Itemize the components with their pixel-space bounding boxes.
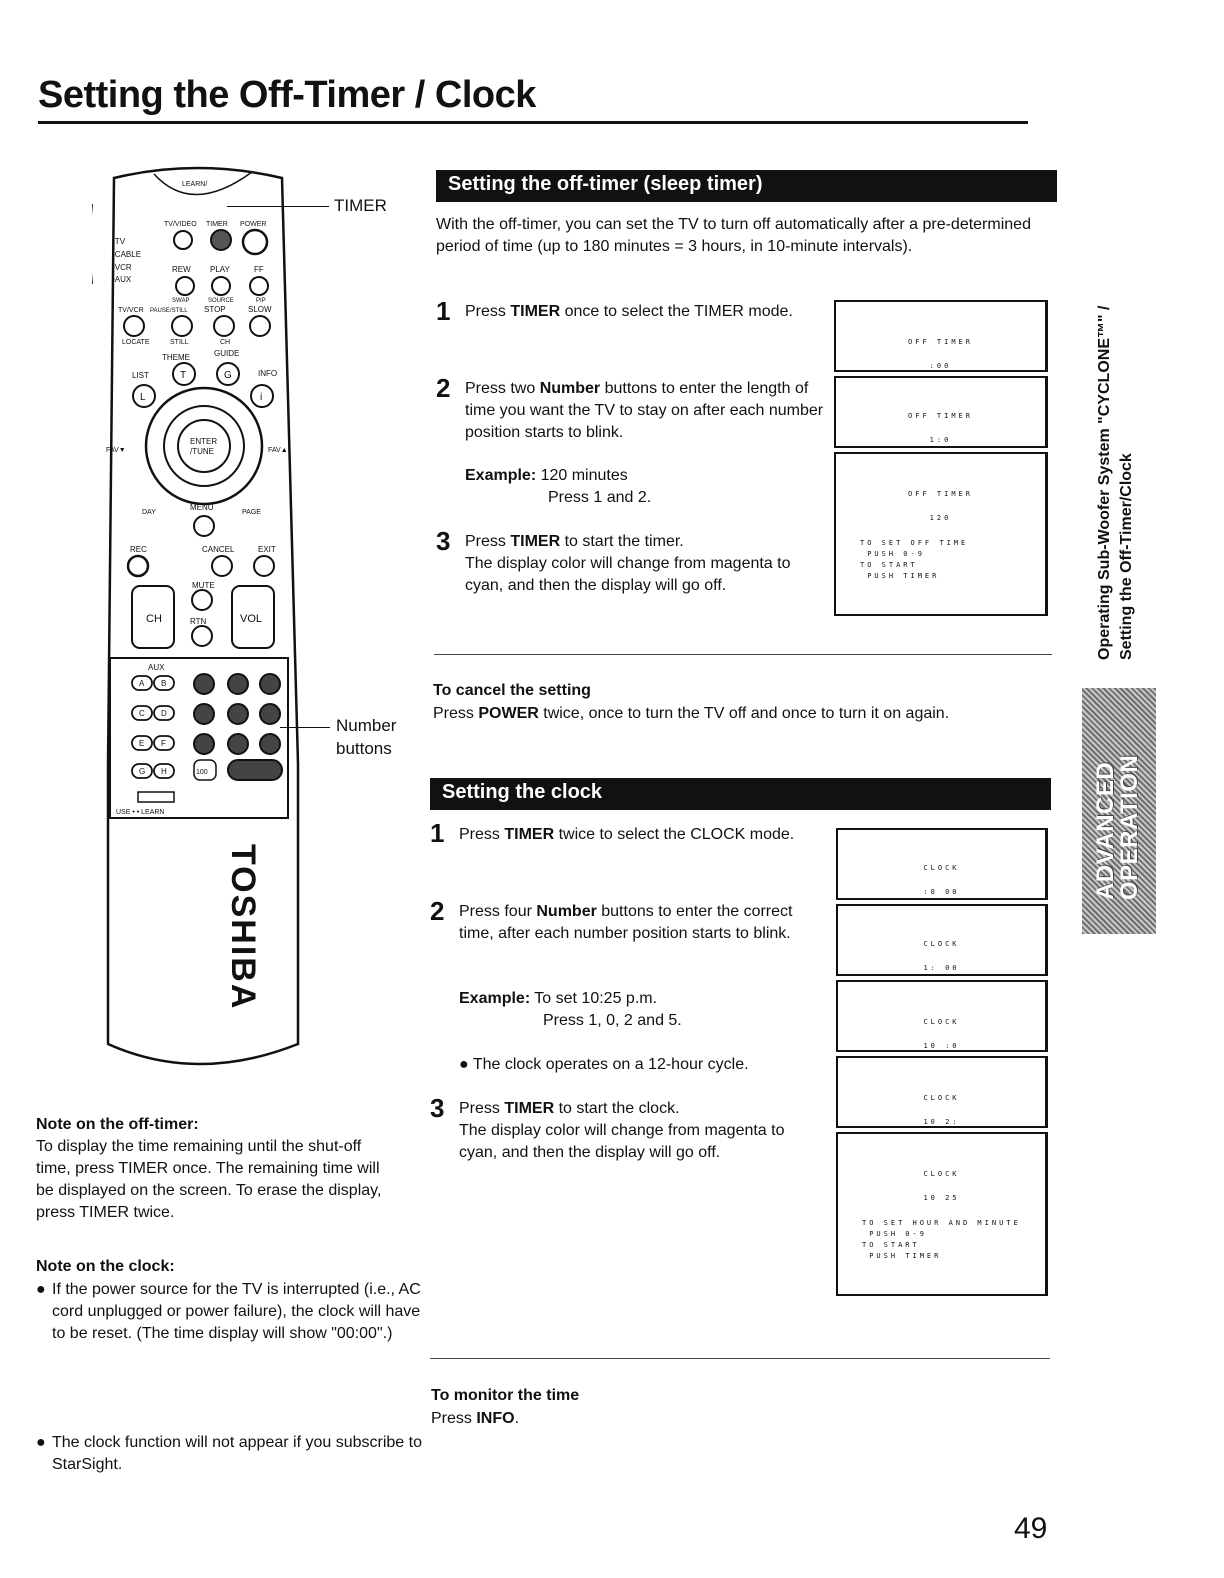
svg-text:A: A bbox=[139, 679, 145, 688]
svg-text:PIP: PIP bbox=[256, 298, 266, 304]
svg-text:REW: REW bbox=[172, 265, 191, 274]
svg-text:SLOW: SLOW bbox=[248, 305, 272, 314]
off-timer-screen-3: OFF TIMER 120 TO SET OFF TIME PUSH 0-9 TO START PUSH TIMER bbox=[834, 452, 1048, 616]
monitor-time-text: Press INFO. bbox=[431, 1410, 520, 1427]
cancel-setting-title: To cancel the setting bbox=[433, 682, 591, 699]
advanced-operation-tab-label: ADVANCED OPERATION bbox=[1092, 754, 1143, 900]
note-clock-bullet-1: ● If the power source for the TV is interrupted (i.e., AC cord unplugged or power failure), the clock will have to be reset. (The time display will show "00:00".) bbox=[36, 1281, 421, 1342]
off-timer-intro: With the off-timer, you can set the TV to turn off automatically after a pre-determined period of time (up to 180 minutes = 3 hours, in 10-minute intervals). bbox=[436, 216, 1031, 255]
off-timer-divider bbox=[434, 654, 1052, 655]
svg-text:INFO: INFO bbox=[258, 369, 278, 378]
off-timer-screen-1: OFF TIMER :00 bbox=[834, 300, 1048, 372]
timer-callout-line bbox=[227, 206, 329, 207]
svg-text:•AUX: •AUX bbox=[112, 275, 132, 284]
svg-text:B: B bbox=[161, 679, 167, 688]
sidebar-section-title: Operating Sub-Woofer System "CYCLONE™" / Setting the Off-Timer/Clock bbox=[1096, 305, 1135, 660]
learn-label: LEARN/ bbox=[182, 181, 208, 188]
svg-text:G: G bbox=[224, 370, 232, 381]
page-title: Setting the Off-Timer / Clock bbox=[38, 74, 536, 116]
clock-step-1: Press TIMER twice to select the CLOCK mode. bbox=[459, 826, 795, 843]
number-callout-line1: Number bbox=[336, 716, 397, 735]
off-timer-screen-2: OFF TIMER 1:0 bbox=[834, 376, 1048, 448]
number-callout-line bbox=[280, 727, 330, 728]
svg-text:•TV: •TV bbox=[112, 237, 126, 246]
svg-text:PAGE: PAGE bbox=[242, 509, 261, 516]
number-4-button[interactable] bbox=[194, 704, 214, 724]
svg-text:MUTE: MUTE bbox=[192, 581, 215, 590]
number-1-button[interactable] bbox=[194, 674, 214, 694]
svg-text:CH: CH bbox=[220, 339, 231, 346]
brand-logo: TOSHIBA bbox=[224, 844, 262, 1011]
svg-text:PLAY: PLAY bbox=[210, 265, 230, 274]
cancel-setting-text: Press POWER twice, once to turn the TV off and once to turn it on again. bbox=[433, 705, 950, 722]
svg-text:/TUNE: /TUNE bbox=[190, 447, 214, 456]
svg-text:T: T bbox=[180, 370, 187, 381]
off-timer-example-press: Press 1 and 2. bbox=[548, 489, 652, 506]
page-number: 49 bbox=[1014, 1512, 1048, 1545]
svg-text:EXIT: EXIT bbox=[258, 545, 276, 554]
svg-text:STOP: STOP bbox=[204, 305, 226, 314]
clock-screen-1: CLOCK :0 00 bbox=[836, 828, 1048, 900]
title-underline bbox=[38, 121, 1028, 124]
clock-step-3: Press TIMER to start the clock. The display color will change from magenta to cyan, and then the display will go off. bbox=[459, 1100, 785, 1161]
off-timer-step-1-number: 1 bbox=[436, 296, 451, 326]
clock-step-1-number: 1 bbox=[430, 818, 445, 848]
number-9-button[interactable] bbox=[260, 734, 280, 754]
svg-text:CANCEL: CANCEL bbox=[202, 545, 235, 554]
svg-text:i: i bbox=[260, 392, 263, 403]
svg-text:L: L bbox=[140, 392, 146, 403]
clock-step-2: Press four Number buttons to enter the correct time, after each number position starts to blink. bbox=[459, 903, 793, 942]
number-callout-line2: buttons bbox=[336, 739, 392, 758]
clock-step-3-number: 3 bbox=[430, 1093, 445, 1123]
monitor-time-title: To monitor the time bbox=[431, 1387, 580, 1404]
number-3-button[interactable] bbox=[260, 674, 280, 694]
timer-callout: TIMER bbox=[334, 196, 387, 215]
svg-text:•VCR: •VCR bbox=[112, 263, 132, 272]
svg-text:FAV▼: FAV▼ bbox=[106, 447, 126, 454]
remote-control-illustration bbox=[92, 164, 302, 1080]
clock-step-2-number: 2 bbox=[430, 896, 445, 926]
svg-text:TV/VIDEO: TV/VIDEO bbox=[164, 221, 197, 228]
note-offtimer-title: Note on the off-timer: bbox=[36, 1116, 199, 1133]
svg-text:F: F bbox=[161, 739, 166, 748]
svg-text:AUX: AUX bbox=[148, 663, 165, 672]
clock-header: Setting the clock bbox=[430, 778, 1051, 810]
svg-text:VOL: VOL bbox=[240, 613, 263, 625]
svg-text:C: C bbox=[139, 709, 145, 718]
svg-text:DAY: DAY bbox=[142, 509, 156, 516]
svg-text:USE • • LEARN: USE • • LEARN bbox=[116, 809, 165, 816]
clock-divider bbox=[430, 1358, 1050, 1359]
number-0-button[interactable] bbox=[228, 760, 282, 780]
clock-screen-2: CLOCK 1: 00 bbox=[836, 904, 1048, 976]
svg-text:H: H bbox=[161, 767, 167, 776]
svg-text:PAUSE/STILL: PAUSE/STILL bbox=[150, 308, 188, 314]
clock-screen-5: CLOCK 10 25 TO SET HOUR AND MINUTE PUSH 0-9 TO START PUSH TIMER bbox=[836, 1132, 1048, 1296]
clock-screen-4: CLOCK 10 2: bbox=[836, 1056, 1048, 1128]
svg-text:TV/VCR: TV/VCR bbox=[118, 307, 144, 314]
clock-bullet: ● The clock operates on a 12-hour cycle. bbox=[459, 1056, 749, 1073]
off-timer-step-3-number: 3 bbox=[436, 526, 451, 556]
off-timer-step-2: Press two Number buttons to enter the length of time you want the TV to stay on after each number position starts to blink. bbox=[465, 380, 824, 441]
svg-text:CH: CH bbox=[146, 613, 162, 625]
number-5-button[interactable] bbox=[228, 704, 248, 724]
off-timer-step-1: Press TIMER once to select the TIMER mode. bbox=[465, 303, 793, 320]
svg-text:D: D bbox=[161, 709, 167, 718]
number-2-button[interactable] bbox=[228, 674, 248, 694]
clock-example: Example: To set 10:25 p.m. bbox=[459, 990, 658, 1007]
off-timer-example: Example: 120 minutes bbox=[465, 467, 628, 484]
svg-text:FAV▲: FAV▲ bbox=[268, 447, 288, 454]
svg-text:MENU: MENU bbox=[190, 503, 214, 512]
svg-text:E: E bbox=[139, 739, 145, 748]
svg-text:•CABLE: •CABLE bbox=[112, 250, 142, 259]
svg-text:RTN: RTN bbox=[190, 617, 207, 626]
svg-text:STILL: STILL bbox=[170, 339, 189, 346]
note-clock-title: Note on the clock: bbox=[36, 1258, 175, 1275]
svg-text:G: G bbox=[139, 767, 146, 776]
svg-text:100: 100 bbox=[196, 769, 208, 776]
svg-text:ENTER: ENTER bbox=[190, 437, 218, 446]
svg-text:GUIDE: GUIDE bbox=[214, 349, 240, 358]
svg-text:POWER: POWER bbox=[240, 221, 267, 228]
svg-text:SWAP: SWAP bbox=[172, 298, 190, 304]
note-offtimer-text: To display the time remaining until the shut-off time, press TIMER once. The remaining time will be displayed on the screen. To erase the display, press TIMER twice. bbox=[36, 1138, 382, 1221]
clock-example-press: Press 1, 0, 2 and 5. bbox=[543, 1012, 682, 1029]
number-6-button[interactable] bbox=[260, 704, 280, 724]
timer-button[interactable] bbox=[211, 230, 231, 250]
clock-screen-3: CLOCK 10 :0 bbox=[836, 980, 1048, 1052]
off-timer-header: Setting the off-timer (sleep timer) bbox=[436, 170, 1057, 202]
off-timer-step-3: Press TIMER to start the timer. The display color will change from magenta to cyan, and then the display will go off. bbox=[465, 533, 791, 594]
number-7-button[interactable] bbox=[194, 734, 214, 754]
svg-text:LIST: LIST bbox=[132, 371, 149, 380]
svg-text:FF: FF bbox=[254, 265, 264, 274]
off-timer-step-2-number: 2 bbox=[436, 373, 451, 403]
svg-text:LOCATE: LOCATE bbox=[122, 339, 150, 346]
note-clock-bullet-2: ● The clock function will not appear if you subscribe to StarSight. bbox=[36, 1434, 422, 1473]
svg-text:TIMER: TIMER bbox=[206, 221, 228, 228]
number-8-button[interactable] bbox=[228, 734, 248, 754]
svg-text:SOURCE: SOURCE bbox=[208, 298, 234, 304]
svg-text:THEME: THEME bbox=[162, 353, 190, 362]
svg-text:REC: REC bbox=[130, 545, 147, 554]
